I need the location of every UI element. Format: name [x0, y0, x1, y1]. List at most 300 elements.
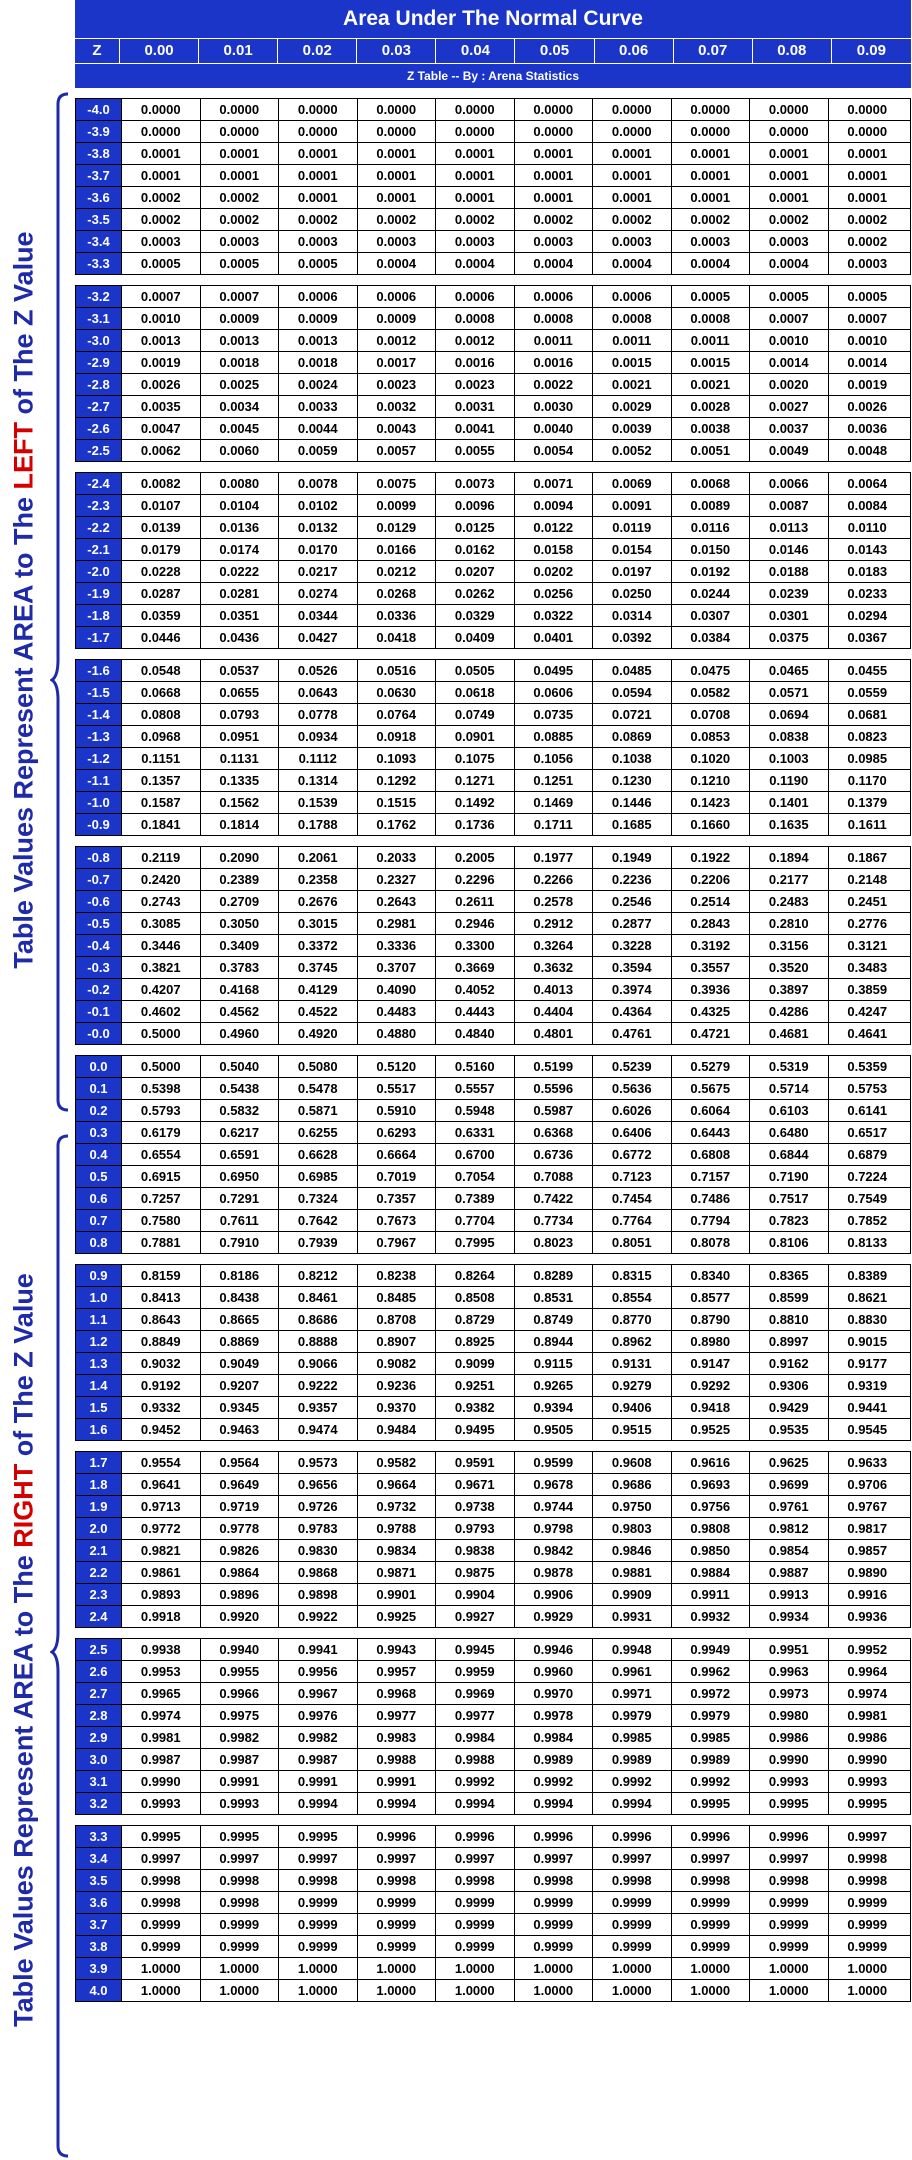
probability-cell: 1.0000 [828, 1958, 907, 1979]
probability-cell: 0.9846 [592, 1540, 671, 1561]
probability-cell: 0.9370 [357, 1397, 436, 1418]
table-row [76, 1100, 910, 1122]
probability-cell: 0.9808 [671, 1518, 750, 1539]
probability-cell: 0.1020 [671, 748, 750, 769]
probability-cell: 0.0004 [435, 253, 514, 274]
z-value-cell: -0.8 [76, 847, 121, 868]
table-title: Area Under The Normal Curve [75, 0, 911, 38]
probability-cell: 0.0051 [671, 440, 750, 461]
probability-cell: 0.0001 [514, 165, 593, 186]
probability-cell: 0.0001 [592, 143, 671, 164]
probability-cell: 0.0668 [121, 682, 200, 703]
probability-cell: 0.4960 [200, 1023, 279, 1044]
probability-cell: 0.0003 [671, 231, 750, 252]
probability-cell: 0.5675 [671, 1078, 750, 1099]
table-row [76, 1001, 910, 1023]
probability-cell: 0.9641 [121, 1474, 200, 1495]
probability-cell: 0.9991 [278, 1771, 357, 1792]
probability-cell: 0.7123 [592, 1166, 671, 1187]
probability-cell: 0.0150 [671, 539, 750, 560]
probability-cell: 0.0003 [200, 231, 279, 252]
probability-cell: 0.2090 [200, 847, 279, 868]
table-subtitle: Z Table -- By : Arena Statistics [75, 63, 911, 88]
probability-cell: 0.3974 [592, 979, 671, 1000]
probability-cell: 0.5080 [278, 1056, 357, 1077]
probability-cell: 0.0146 [749, 539, 828, 560]
probability-cell: 0.1210 [671, 770, 750, 791]
probability-cell: 0.9505 [514, 1419, 593, 1440]
probability-cell: 0.9995 [828, 1793, 907, 1814]
probability-cell: 0.9916 [828, 1584, 907, 1605]
probability-cell: 0.0007 [121, 286, 200, 307]
probability-cell: 0.0005 [121, 253, 200, 274]
table-row [76, 913, 910, 935]
probability-cell: 0.9864 [200, 1562, 279, 1583]
probability-cell: 0.6591 [200, 1144, 279, 1165]
probability-cell: 0.0071 [514, 473, 593, 494]
table-row [76, 1771, 910, 1793]
probability-cell: 0.1335 [200, 770, 279, 791]
probability-cell: 0.9279 [592, 1375, 671, 1396]
probability-cell: 0.3121 [828, 935, 907, 956]
probability-cell: 0.0005 [828, 286, 907, 307]
probability-cell: 0.8907 [357, 1331, 436, 1352]
probability-cell: 0.9319 [828, 1375, 907, 1396]
probability-cell: 0.9265 [514, 1375, 593, 1396]
probability-cell: 0.0066 [749, 473, 828, 494]
probability-cell: 0.8212 [278, 1265, 357, 1286]
table-body [75, 98, 911, 2002]
probability-cell: 0.0019 [121, 352, 200, 373]
table-row [76, 231, 910, 253]
table-row [76, 539, 910, 561]
probability-cell: 0.3669 [435, 957, 514, 978]
probability-cell: 0.6664 [357, 1144, 436, 1165]
probability-cell: 0.9394 [514, 1397, 593, 1418]
z-value-cell: -0.2 [76, 979, 121, 1000]
probability-cell: 0.0001 [592, 165, 671, 186]
probability-cell: 0.0044 [278, 418, 357, 439]
column-header: 0.00 [120, 39, 199, 63]
z-value-cell: -3.2 [76, 286, 121, 307]
probability-cell: 0.3300 [435, 935, 514, 956]
probability-cell: 0.0571 [749, 682, 828, 703]
probability-cell: 0.0455 [828, 660, 907, 681]
probability-cell: 0.6255 [278, 1122, 357, 1143]
z-value-cell: 1.4 [76, 1375, 121, 1396]
probability-cell: 0.5000 [121, 1023, 200, 1044]
probability-cell: 0.2877 [592, 913, 671, 934]
probability-cell: 0.0026 [121, 374, 200, 395]
probability-cell: 0.9962 [671, 1661, 750, 1682]
probability-cell: 0.5517 [357, 1078, 436, 1099]
probability-cell: 0.9896 [200, 1584, 279, 1605]
probability-cell: 0.8238 [357, 1265, 436, 1286]
probability-cell: 0.0052 [592, 440, 671, 461]
probability-cell: 0.0003 [357, 231, 436, 252]
table-row [76, 1265, 910, 1287]
probability-cell: 1.0000 [435, 1958, 514, 1979]
probability-cell: 0.0060 [200, 440, 279, 461]
probability-cell: 0.2776 [828, 913, 907, 934]
probability-cell: 0.6293 [357, 1122, 436, 1143]
probability-cell: 0.0043 [357, 418, 436, 439]
side-annotations: Table Values Represent AREA to The LEFT of The Z Value Table Values Represent AREA to The RIGHT of The Z Value [0, 0, 75, 2160]
table-row [76, 1793, 910, 1815]
probability-cell: 0.0000 [278, 121, 357, 142]
z-value-cell: 2.0 [76, 1518, 121, 1539]
probability-cell: 0.9693 [671, 1474, 750, 1495]
z-value-cell: -3.0 [76, 330, 121, 351]
z-value-cell: -3.6 [76, 187, 121, 208]
probability-cell: 0.4920 [278, 1023, 357, 1044]
probability-cell: 0.8023 [514, 1232, 593, 1253]
probability-cell: 0.7224 [828, 1166, 907, 1187]
probability-cell: 0.3483 [828, 957, 907, 978]
probability-cell: 1.0000 [592, 1958, 671, 1979]
table-row [76, 1474, 910, 1496]
probability-cell: 0.0918 [357, 726, 436, 747]
probability-cell: 0.9987 [121, 1749, 200, 1770]
probability-cell: 0.0212 [357, 561, 436, 582]
table-row [76, 1826, 910, 1848]
probability-cell: 0.7852 [828, 1210, 907, 1231]
z-value-cell: 1.5 [76, 1397, 121, 1418]
z-value-cell: 0.1 [76, 1078, 121, 1099]
probability-cell: 0.9821 [121, 1540, 200, 1561]
column-header: 0.05 [515, 39, 594, 63]
probability-cell: 0.0110 [828, 517, 907, 538]
z-value-cell: 3.6 [76, 1892, 121, 1913]
z-value-cell: 2.1 [76, 1540, 121, 1561]
z-value-cell: -1.3 [76, 726, 121, 747]
probability-cell: 0.1314 [278, 770, 357, 791]
table-row [76, 891, 910, 913]
probability-cell: 0.0003 [514, 231, 593, 252]
table-row [76, 418, 910, 440]
probability-cell: 0.9986 [828, 1727, 907, 1748]
table-row [76, 1056, 910, 1078]
probability-cell: 0.0107 [121, 495, 200, 516]
probability-cell: 0.9884 [671, 1562, 750, 1583]
probability-cell: 0.9999 [749, 1914, 828, 1935]
probability-cell: 0.0006 [592, 286, 671, 307]
probability-cell: 0.3336 [357, 935, 436, 956]
probability-cell: 0.8849 [121, 1331, 200, 1352]
probability-cell: 0.9788 [357, 1518, 436, 1539]
probability-cell: 0.9032 [121, 1353, 200, 1374]
probability-cell: 0.0033 [278, 396, 357, 417]
probability-cell: 1.0000 [749, 1958, 828, 1979]
probability-cell: 0.9953 [121, 1661, 200, 1682]
z-value-cell: -3.4 [76, 231, 121, 252]
probability-cell: 0.9992 [435, 1771, 514, 1792]
probability-cell: 0.0559 [828, 682, 907, 703]
probability-cell: 0.6480 [749, 1122, 828, 1143]
probability-cell: 0.7422 [514, 1188, 593, 1209]
probability-cell: 0.9981 [828, 1705, 907, 1726]
probability-cell: 0.0735 [514, 704, 593, 725]
probability-cell: 0.0034 [200, 396, 279, 417]
probability-cell: 0.9732 [357, 1496, 436, 1517]
probability-cell: 0.0002 [200, 209, 279, 230]
probability-cell: 0.0217 [278, 561, 357, 582]
probability-cell: 0.8186 [200, 1265, 279, 1286]
probability-cell: 0.0001 [749, 165, 828, 186]
table-row [76, 704, 910, 726]
probability-cell: 0.7910 [200, 1232, 279, 1253]
probability-cell: 0.0001 [121, 165, 200, 186]
table-row [76, 308, 910, 330]
probability-cell: 1.0000 [592, 1980, 671, 2001]
probability-cell: 0.0336 [357, 605, 436, 626]
probability-cell: 0.9999 [435, 1936, 514, 1957]
probability-cell: 0.9999 [514, 1892, 593, 1913]
probability-cell: 0.2578 [514, 891, 593, 912]
probability-cell: 0.8830 [828, 1309, 907, 1330]
table-row [76, 583, 910, 605]
probability-cell: 0.1814 [200, 814, 279, 835]
probability-cell: 0.0001 [828, 187, 907, 208]
probability-cell: 0.0002 [121, 187, 200, 208]
probability-cell: 0.0000 [514, 99, 593, 120]
probability-cell: 0.9998 [278, 1870, 357, 1891]
z-value-cell: 2.2 [76, 1562, 121, 1583]
probability-cell: 0.9999 [278, 1892, 357, 1913]
probability-cell: 0.5753 [828, 1078, 907, 1099]
probability-cell: 0.9812 [749, 1518, 828, 1539]
probability-cell: 0.0207 [435, 561, 514, 582]
probability-cell: 0.1587 [121, 792, 200, 813]
probability-cell: 0.8997 [749, 1331, 828, 1352]
probability-cell: 0.0139 [121, 517, 200, 538]
probability-cell: 0.0001 [671, 143, 750, 164]
probability-cell: 0.9938 [121, 1639, 200, 1660]
probability-cell: 0.8133 [828, 1232, 907, 1253]
probability-cell: 0.0256 [514, 583, 593, 604]
probability-cell: 0.4721 [671, 1023, 750, 1044]
probability-cell: 0.0869 [592, 726, 671, 747]
probability-cell: 0.3156 [749, 935, 828, 956]
probability-cell: 0.9986 [749, 1727, 828, 1748]
z-value-cell: -2.0 [76, 561, 121, 582]
z-value-cell: 0.6 [76, 1188, 121, 1209]
probability-cell: 1.0000 [278, 1980, 357, 2001]
probability-cell: 0.9997 [592, 1848, 671, 1869]
probability-cell: 0.9573 [278, 1452, 357, 1473]
probability-cell: 0.0901 [435, 726, 514, 747]
probability-cell: 0.0002 [121, 209, 200, 230]
probability-cell: 0.9222 [278, 1375, 357, 1396]
probability-cell: 0.8264 [435, 1265, 514, 1286]
probability-cell: 0.0004 [357, 253, 436, 274]
probability-cell: 0.9978 [514, 1705, 593, 1726]
probability-cell: 0.0006 [278, 286, 357, 307]
table-row [76, 1936, 910, 1958]
probability-cell: 0.9345 [200, 1397, 279, 1418]
probability-cell: 0.0026 [828, 396, 907, 417]
probability-cell: 0.0012 [435, 330, 514, 351]
table-row [76, 286, 910, 308]
z-value-cell: 4.0 [76, 1980, 121, 2001]
probability-cell: 0.0003 [749, 231, 828, 252]
probability-cell: 0.8461 [278, 1287, 357, 1308]
column-header: 0.08 [753, 39, 832, 63]
probability-cell: 0.9999 [200, 1914, 279, 1935]
probability-cell: 0.0154 [592, 539, 671, 560]
probability-cell: 0.9162 [749, 1353, 828, 1374]
probability-cell: 0.0268 [357, 583, 436, 604]
probability-cell: 0.9099 [435, 1353, 514, 1374]
probability-cell: 0.1492 [435, 792, 514, 813]
probability-cell: 0.9706 [828, 1474, 907, 1495]
probability-cell: 0.9901 [357, 1584, 436, 1605]
probability-cell: 0.0003 [435, 231, 514, 252]
z-value-cell: 1.9 [76, 1496, 121, 1517]
probability-cell: 0.0125 [435, 517, 514, 538]
table-row [76, 1210, 910, 1232]
probability-cell: 0.9999 [278, 1936, 357, 1957]
table-row [76, 605, 910, 627]
probability-cell: 0.0000 [514, 121, 593, 142]
probability-cell: 0.9997 [514, 1848, 593, 1869]
table-row [76, 1749, 910, 1771]
probability-cell: 0.9959 [435, 1661, 514, 1682]
probability-cell: 0.1949 [592, 847, 671, 868]
probability-cell: 0.7257 [121, 1188, 200, 1209]
probability-cell: 0.0367 [828, 627, 907, 648]
probability-cell: 0.0618 [435, 682, 514, 703]
probability-cell: 0.9995 [200, 1826, 279, 1847]
probability-cell: 0.0000 [200, 99, 279, 120]
probability-cell: 0.9998 [200, 1870, 279, 1891]
probability-cell: 0.9625 [749, 1452, 828, 1473]
probability-cell: 0.9738 [435, 1496, 514, 1517]
probability-cell: 0.6736 [514, 1144, 593, 1165]
probability-cell: 0.9956 [278, 1661, 357, 1682]
probability-cell: 0.0001 [435, 143, 514, 164]
probability-cell: 0.9761 [749, 1496, 828, 1517]
probability-cell: 1.0000 [278, 1958, 357, 1979]
probability-cell: 0.9382 [435, 1397, 514, 1418]
probability-cell: 0.0038 [671, 418, 750, 439]
probability-cell: 0.0009 [278, 308, 357, 329]
probability-cell: 0.9656 [278, 1474, 357, 1495]
probability-cell: 0.9495 [435, 1419, 514, 1440]
probability-cell: 0.9920 [200, 1606, 279, 1627]
probability-cell: 0.6443 [671, 1122, 750, 1143]
probability-cell: 0.9830 [278, 1540, 357, 1561]
probability-cell: 0.9997 [121, 1848, 200, 1869]
probability-cell: 0.0001 [435, 187, 514, 208]
probability-cell: 0.9750 [592, 1496, 671, 1517]
probability-cell: 0.9616 [671, 1452, 750, 1473]
probability-cell: 0.8289 [514, 1265, 593, 1286]
probability-cell: 0.0853 [671, 726, 750, 747]
probability-cell: 0.0505 [435, 660, 514, 681]
column-header-z: Z [75, 39, 120, 63]
probability-cell: 0.0113 [749, 517, 828, 538]
probability-cell: 0.9999 [671, 1892, 750, 1913]
probability-cell: 0.0000 [671, 121, 750, 142]
probability-cell: 1.0000 [357, 1958, 436, 1979]
probability-cell: 0.5987 [514, 1100, 593, 1121]
probability-cell: 0.9756 [671, 1496, 750, 1517]
probability-cell: 0.1003 [749, 748, 828, 769]
probability-cell: 0.9686 [592, 1474, 671, 1495]
probability-cell: 0.4364 [592, 1001, 671, 1022]
probability-cell: 0.0233 [828, 583, 907, 604]
probability-cell: 0.0009 [200, 308, 279, 329]
probability-cell: 0.0004 [671, 253, 750, 274]
table-row [76, 770, 910, 792]
probability-cell: 0.8340 [671, 1265, 750, 1286]
probability-cell: 0.3707 [357, 957, 436, 978]
probability-cell: 0.4325 [671, 1001, 750, 1022]
probability-cell: 0.1170 [828, 770, 907, 791]
probability-cell: 0.7764 [592, 1210, 671, 1231]
probability-cell: 0.9783 [278, 1518, 357, 1539]
probability-cell: 0.1093 [357, 748, 436, 769]
probability-cell: 0.9798 [514, 1518, 593, 1539]
probability-cell: 0.3783 [200, 957, 279, 978]
probability-cell: 0.0059 [278, 440, 357, 461]
probability-cell: 0.9599 [514, 1452, 593, 1473]
table-row [76, 1540, 910, 1562]
probability-cell: 0.1292 [357, 770, 436, 791]
probability-cell: 0.3936 [671, 979, 750, 1000]
probability-cell: 0.3520 [749, 957, 828, 978]
probability-cell: 0.1251 [514, 770, 593, 791]
probability-cell: 0.9980 [749, 1705, 828, 1726]
table-row [76, 1232, 910, 1254]
probability-cell: 0.9082 [357, 1353, 436, 1374]
probability-cell: 0.5910 [357, 1100, 436, 1121]
table-row [76, 814, 910, 836]
table-row [76, 99, 910, 121]
probability-cell: 0.9974 [828, 1683, 907, 1704]
probability-cell: 0.0002 [200, 187, 279, 208]
probability-cell: 0.9979 [671, 1705, 750, 1726]
probability-cell: 0.0008 [592, 308, 671, 329]
probability-cell: 0.9999 [828, 1936, 907, 1957]
z-value-cell: 0.5 [76, 1166, 121, 1187]
probability-cell: 0.9994 [592, 1793, 671, 1814]
probability-cell: 0.0003 [278, 231, 357, 252]
probability-cell: 0.9984 [435, 1727, 514, 1748]
probability-cell: 0.9948 [592, 1639, 671, 1660]
table-row [76, 1848, 910, 1870]
probability-cell: 0.9854 [749, 1540, 828, 1561]
z-value-cell: -2.9 [76, 352, 121, 373]
probability-cell: 0.1736 [435, 814, 514, 835]
probability-cell: 0.7088 [514, 1166, 593, 1187]
probability-cell: 0.9999 [357, 1936, 436, 1957]
probability-cell: 0.9998 [200, 1892, 279, 1913]
z-value-cell: 3.0 [76, 1749, 121, 1770]
probability-cell: 0.0764 [357, 704, 436, 725]
probability-cell: 0.0000 [278, 99, 357, 120]
probability-cell: 0.9357 [278, 1397, 357, 1418]
probability-cell: 0.0018 [278, 352, 357, 373]
probability-cell: 0.0091 [592, 495, 671, 516]
probability-cell: 0.9997 [278, 1848, 357, 1869]
probability-cell: 0.9861 [121, 1562, 200, 1583]
probability-cell: 0.0000 [749, 99, 828, 120]
probability-cell: 0.0029 [592, 396, 671, 417]
probability-cell: 0.0001 [200, 165, 279, 186]
probability-cell: 0.0274 [278, 583, 357, 604]
